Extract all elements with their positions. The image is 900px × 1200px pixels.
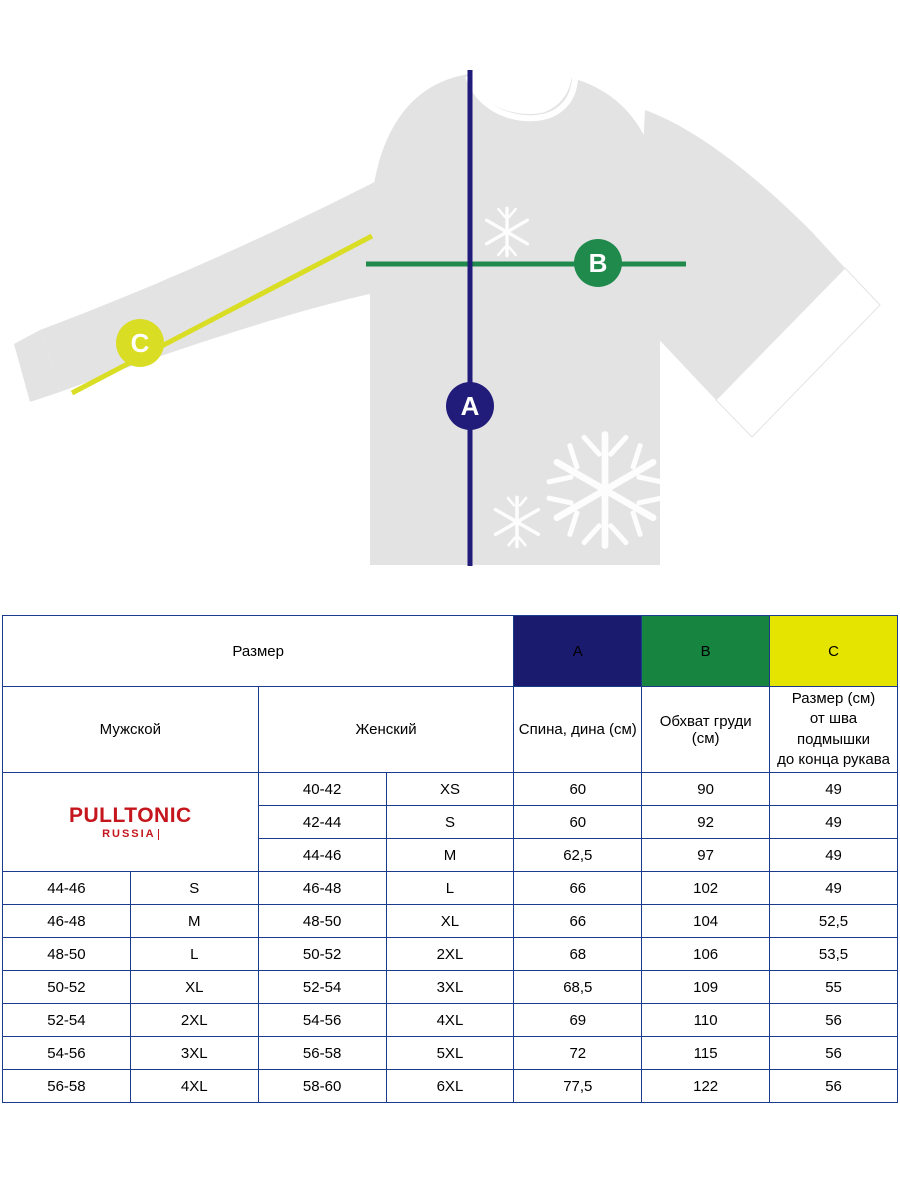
cell-b: 106 xyxy=(642,938,770,971)
header-c: C xyxy=(770,616,898,687)
marker-b: B xyxy=(574,239,622,287)
table-subheader-row xyxy=(3,687,898,773)
cell-zhen-letter: XS xyxy=(386,773,514,806)
subheader-a: Спина, дина (см) xyxy=(514,687,642,773)
cell-a: 68 xyxy=(514,938,642,971)
cell-c: 53,5 xyxy=(770,938,898,971)
cell-zhen-num: 46-48 xyxy=(258,872,386,905)
cell-a: 77,5 xyxy=(514,1070,642,1103)
cell-zhen-letter: 2XL xyxy=(386,938,514,971)
brand-logo xyxy=(3,773,259,872)
cell-zhen-letter: 6XL xyxy=(386,1070,514,1103)
subheader-zhenskiy: Женский xyxy=(258,687,514,773)
size-table-wrap xyxy=(0,615,900,1103)
cell-a: 69 xyxy=(514,1004,642,1037)
cell-zhen-num: 40-42 xyxy=(258,773,386,806)
cell-zhen-letter: S xyxy=(386,806,514,839)
cell-muzh-letter: 3XL xyxy=(130,1037,258,1070)
cell-zhen-letter: M xyxy=(386,839,514,872)
cell-zhen-num: 50-52 xyxy=(258,938,386,971)
table-row xyxy=(3,872,898,905)
cell-zhen-letter: 4XL xyxy=(386,1004,514,1037)
cell-muzh-num: 54-56 xyxy=(3,1037,131,1070)
cell-c: 49 xyxy=(770,773,898,806)
cell-muzh-num: 52-54 xyxy=(3,1004,131,1037)
cell-c: 56 xyxy=(770,1070,898,1103)
table-header-row xyxy=(3,616,898,687)
table-row xyxy=(3,938,898,971)
subheader-c-line3: до конца рукава xyxy=(777,750,890,768)
cell-b: 104 xyxy=(642,905,770,938)
cell-c: 52,5 xyxy=(770,905,898,938)
cell-b: 122 xyxy=(642,1070,770,1103)
cell-a: 60 xyxy=(514,806,642,839)
cell-muzh-letter: L xyxy=(130,938,258,971)
table-row xyxy=(3,905,898,938)
cell-muzh-num: 48-50 xyxy=(3,938,131,971)
cell-muzh-letter: XL xyxy=(130,971,258,1004)
cell-zhen-num: 58-60 xyxy=(258,1070,386,1103)
table-row xyxy=(3,971,898,1004)
cell-c: 49 xyxy=(770,839,898,872)
cell-muzh-letter: 4XL xyxy=(130,1070,258,1103)
cell-muzh-letter: 2XL xyxy=(130,1004,258,1037)
cell-muzh-num: 50-52 xyxy=(3,971,131,1004)
table-row xyxy=(3,1037,898,1070)
table-row xyxy=(3,1070,898,1103)
table-row xyxy=(3,773,898,806)
cell-zhen-num: 48-50 xyxy=(258,905,386,938)
header-razmer: Размер xyxy=(3,616,514,687)
cell-b: 92 xyxy=(642,806,770,839)
cell-zhen-num: 56-58 xyxy=(258,1037,386,1070)
cell-muzh-num: 46-48 xyxy=(3,905,131,938)
size-table xyxy=(2,615,898,1103)
shirt-shape xyxy=(14,66,880,565)
cell-c: 56 xyxy=(770,1004,898,1037)
cell-muzh-num: 44-46 xyxy=(3,872,131,905)
table-row xyxy=(3,1004,898,1037)
subheader-b: Обхват груди (см) xyxy=(642,687,770,773)
subheader-muzhskoy: Мужской xyxy=(3,687,259,773)
cell-zhen-letter: XL xyxy=(386,905,514,938)
cell-muzh-num: 56-58 xyxy=(3,1070,131,1103)
cell-b: 115 xyxy=(642,1037,770,1070)
subheader-c-line1: Размер (см) xyxy=(791,690,876,707)
cell-zhen-letter: 3XL xyxy=(386,971,514,1004)
cell-b: 110 xyxy=(642,1004,770,1037)
header-b: B xyxy=(642,616,770,687)
cell-a: 62,5 xyxy=(514,839,642,872)
cell-zhen-num: 54-56 xyxy=(258,1004,386,1037)
subheader-c-line2: от шва подмышки xyxy=(797,710,871,748)
cell-b: 109 xyxy=(642,971,770,1004)
cell-c: 49 xyxy=(770,806,898,839)
subheader-c xyxy=(770,687,898,773)
cell-b: 90 xyxy=(642,773,770,806)
cell-zhen-num: 42-44 xyxy=(258,806,386,839)
cell-a: 60 xyxy=(514,773,642,806)
cell-zhen-num: 52-54 xyxy=(258,971,386,1004)
cell-c: 49 xyxy=(770,872,898,905)
cell-zhen-letter: 5XL xyxy=(386,1037,514,1070)
cell-c: 55 xyxy=(770,971,898,1004)
cell-zhen-num: 44-46 xyxy=(258,839,386,872)
cell-a: 66 xyxy=(514,905,642,938)
cell-b: 97 xyxy=(642,839,770,872)
cell-a: 68,5 xyxy=(514,971,642,1004)
header-a: A xyxy=(514,616,642,687)
brand-name: PULLTONIC xyxy=(68,803,192,827)
cell-a: 66 xyxy=(514,872,642,905)
cell-a: 72 xyxy=(514,1037,642,1070)
cell-c: 56 xyxy=(770,1037,898,1070)
marker-a: A xyxy=(446,382,494,430)
cell-muzh-letter: S xyxy=(130,872,258,905)
brand-subtitle: RUSSIA xyxy=(102,829,159,840)
cell-b: 102 xyxy=(642,872,770,905)
cell-muzh-letter: M xyxy=(130,905,258,938)
marker-c: C xyxy=(116,319,164,367)
cell-zhen-letter: L xyxy=(386,872,514,905)
